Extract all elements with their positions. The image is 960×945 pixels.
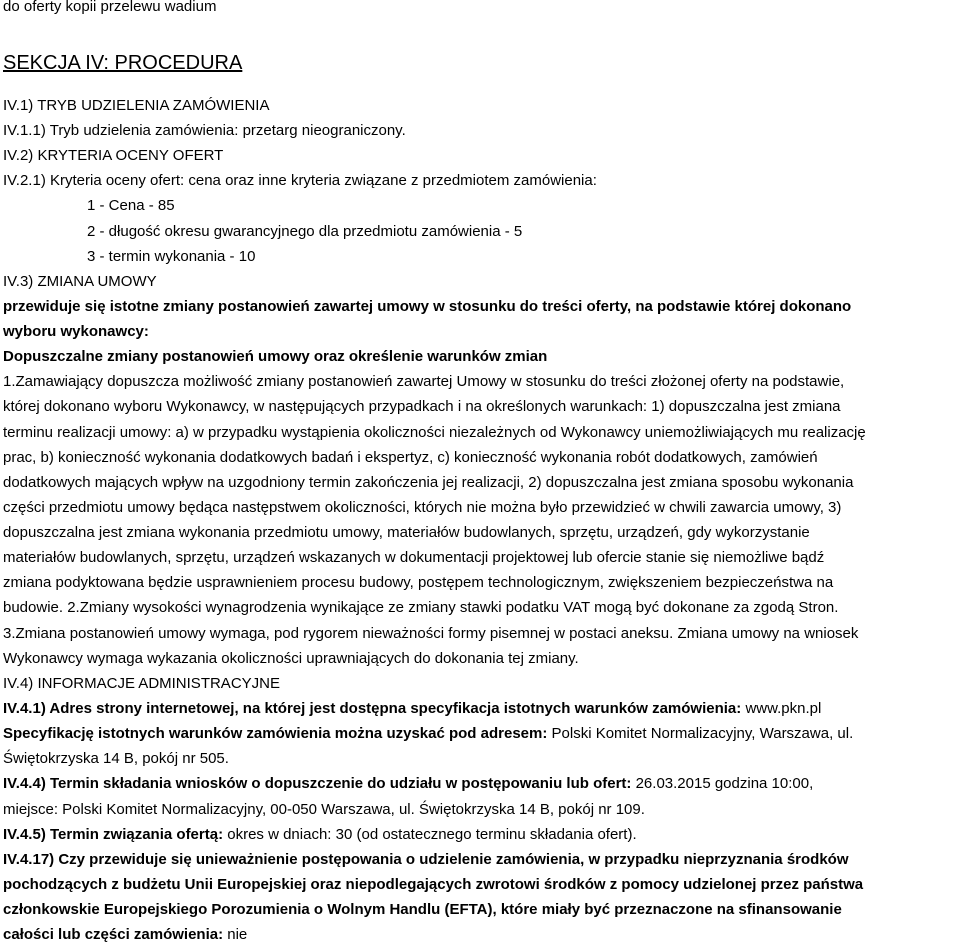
iv3-body-line: Wykonawcy wymaga wykazania okoliczności uprawniających do dokonania tej zmiany. (3, 650, 579, 667)
iv3-body-line: części przedmiotu umowy będąca następstwem okoliczności, których nie można było przewidzieć w chwili zawarcia umowy, 3) (3, 499, 842, 516)
criterion-3: 3 - termin wykonania - 10 (87, 248, 256, 265)
iv417-value: nie (223, 926, 248, 943)
iv417-label: całości lub części zamówienia: (3, 926, 224, 943)
iv45-value: okres w dniach: 30 (od ostatecznego terminu składania ofert). (223, 826, 637, 843)
iv417-row (3, 925, 247, 945)
iv3-body-line: dodatkowych mających wpływ na uzgodniony termin zakończenia jej realizacji, 2) dopuszczalna jest zmiana sposobu wykonania (3, 474, 854, 491)
iv417-line-1: IV.4.17) Czy przewiduje się unieważnienie postępowania o udzielenie zamówienia, w przypadku nieprzyznania środków (3, 851, 849, 868)
siwz-value: Polski Komitet Normalizacyjny, Warszawa, ul. (547, 725, 854, 742)
iv44-row (3, 774, 813, 794)
iv11-label: IV.1.1) Tryb udzielenia zamówienia: (3, 122, 239, 139)
iv11-value: przetarg nieograniczony. (238, 122, 406, 139)
iv44-place-line: miejsce: Polski Komitet Normalizacyjny, 00-050 Warszawa, ul. Świętokrzyska 14 B, pokój nr 109. (3, 801, 645, 818)
iv417-line-3: członkowskie Europejskiego Porozumienia o Wolnym Handlu (EFTA), które miały być przeznaczone na sfinansowanie (3, 901, 842, 918)
iv41-value: www.pkn.pl (741, 700, 822, 717)
iv41-row (3, 699, 821, 719)
iv44-label: IV.4.4) Termin składania wniosków o dopuszczenie do udziału w postępowaniu lub ofert: (3, 775, 632, 792)
iv417-line-2: pochodzących z budżetu Unii Europejskiej oraz niepodlegających zwrotowi środków z pomocy udzielonej przez państwa (3, 876, 864, 893)
iv3-bold-line-3: Dopuszczalne zmiany postanowień umowy oraz określenie warunków zmian (3, 348, 548, 365)
siwz-address-line: Świętokrzyska 14 B, pokój nr 505. (3, 750, 229, 767)
iv3-body-line: 1.Zamawiający dopuszcza możliwość zmiany postanowień zawartej Umowy w stosunku do treści złożonej oferty na podstawie, (3, 373, 845, 390)
iv3-body-line: materiałów budowlanych, sprzętu, urządzeń wskazanych w dokumentacji projektowej lub ofercie stanie się niemożliwe bądź (3, 549, 825, 566)
siwz-row (3, 724, 853, 744)
iv45-label: IV.4.5) Termin związania ofertą: (3, 826, 224, 843)
iv2-heading: IV.2) KRYTERIA OCENY OFERT (3, 147, 224, 164)
section-title: SEKCJA IV: PROCEDURA (3, 52, 243, 74)
iv1-heading: IV.1) TRYB UDZIELENIA ZAMÓWIENIA (3, 97, 270, 114)
iv21-label: IV.2.1) Kryteria oceny ofert: (3, 172, 185, 189)
iv4-heading: IV.4) INFORMACJE ADMINISTRACYJNE (3, 675, 280, 692)
iv21-row (3, 171, 597, 191)
iv21-value: cena oraz inne kryteria związane z przedmiotem zamówienia: (184, 172, 597, 189)
iv41-label: IV.4.1) Adres strony internetowej, na której jest dostępna specyfikacja istotnych warunków zamówienia: (3, 700, 742, 717)
iv3-body-line: dopuszczalna jest zmiana wykonania przedmiotu umowy, materiałów budowlanych, sprzętu, urządzeń, gdy wykorzystanie (3, 524, 810, 541)
iv3-body-line: 3.Zmiana postanowień umowy wymaga, pod rygorem nieważności formy pisemnej w postaci aneksu. Zmiana umowy na wniosek (3, 625, 859, 642)
iv3-body-line: której dokonano wyboru Wykonawcy, w następujących przypadkach i na określonych warunkach: 1) dopuszczalna jest zmiana (3, 398, 841, 415)
iv11-row (3, 121, 406, 141)
iv3-bold-line-2: wyboru wykonawcy: (3, 323, 149, 340)
top-line: do oferty kopii przelewu wadium (3, 0, 217, 15)
iv44-value: 26.03.2015 godzina 10:00, (631, 775, 814, 792)
iv3-body-line: budowie. 2.Zmiany wysokości wynagrodzenia wynikające ze zmiany stawki podatku VAT mogą być dokonane za zgodą Stron. (3, 599, 839, 616)
iv3-body-line: terminu realizacji umowy: a) w przypadku wystąpienia okoliczności niezależnych od Wykonawcy uniemożliwiających mu realizację (3, 424, 866, 441)
iv3-body-line: prac, b) konieczność wykonania dodatkowych badań i ekspertyz, c) konieczność wykonania robót dodatkowych, zamówień (3, 449, 818, 466)
criterion-2: 2 - długość okresu gwarancyjnego dla przedmiotu zamówienia - 5 (87, 223, 523, 240)
iv3-bold-line-1: przewiduje się istotne zmiany postanowień zawartej umowy w stosunku do treści oferty, na podstawie której dokonano (3, 298, 852, 315)
iv45-row (3, 825, 637, 845)
iv3-body-line: zmiana podyktowana będzie usprawnieniem procesu budowy, postępem technologicznym, zwiększeniem bezpieczeństwa na (3, 574, 834, 591)
criterion-1: 1 - Cena - 85 (87, 197, 175, 214)
iv3-heading: IV.3) ZMIANA UMOWY (3, 273, 157, 290)
siwz-label: Specyfikację istotnych warunków zamówienia można uzyskać pod adresem: (3, 725, 548, 742)
